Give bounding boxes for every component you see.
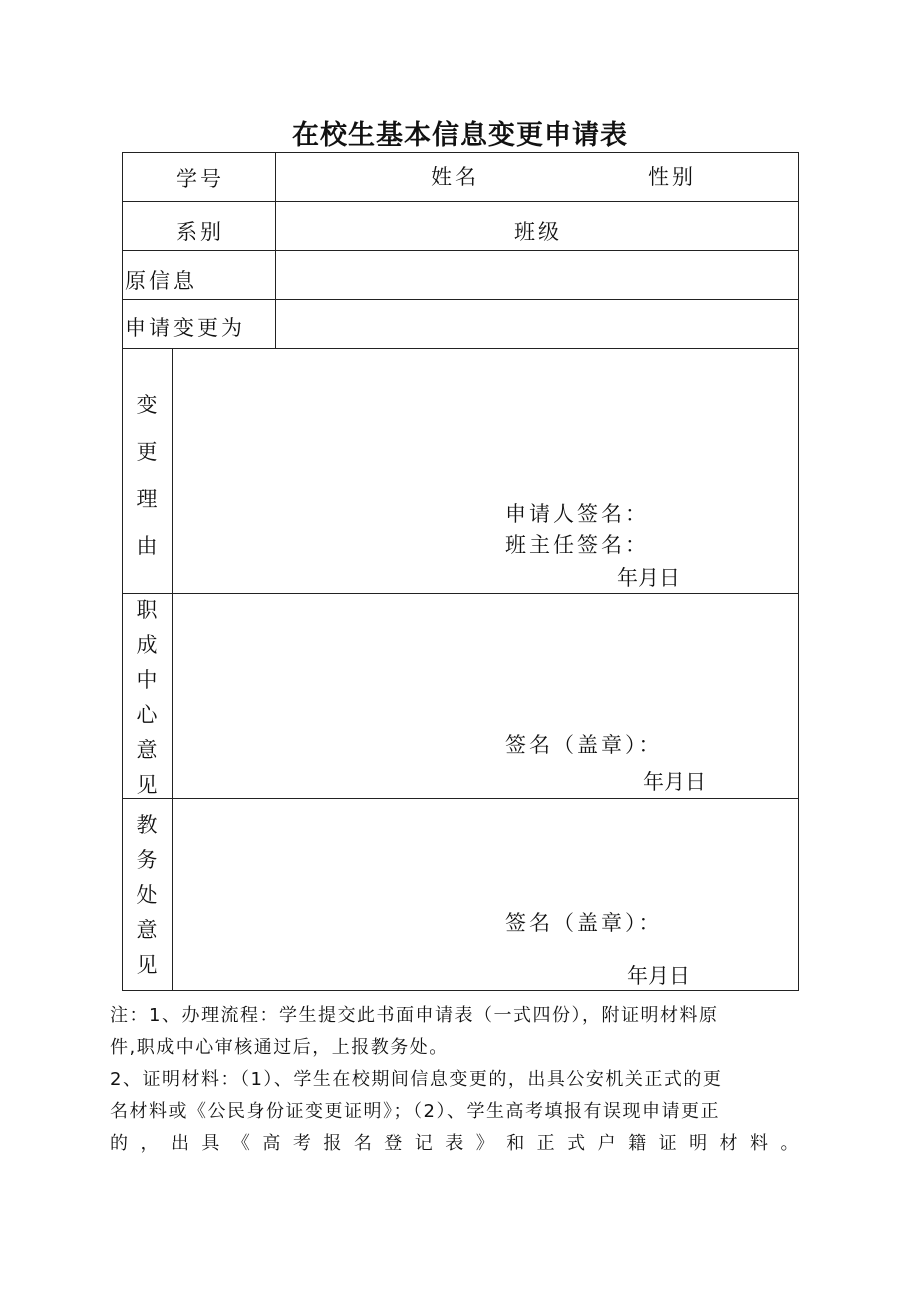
vocational-label-char: 心	[136, 703, 158, 727]
reason-date-label: 年月日	[617, 566, 680, 590]
change-to-label: 申请变更为	[125, 316, 245, 340]
original-info-label: 原信息	[125, 269, 197, 293]
reason-label-char: 理	[136, 487, 158, 511]
row-divider	[122, 201, 799, 202]
class-label: 班级	[514, 220, 562, 244]
column-divider	[275, 152, 276, 348]
row-divider	[122, 593, 799, 594]
note-line: 名材料或《公民身份证变更证明》；（2）、学生高考填报有误现申请更正	[110, 1101, 720, 1122]
academic-label-char: 务	[136, 848, 158, 872]
name-label: 姓名	[431, 165, 479, 189]
reason-label-char: 由	[136, 534, 158, 558]
note-line: 2、证明材料：（1）、学生在校期间信息变更的，出具公安机关正式的更	[110, 1069, 723, 1090]
note-line: 的，出具《高考报名登记表》和正式户籍证明材料。	[110, 1133, 800, 1154]
vocational-date-label: 年月日	[643, 770, 706, 794]
student-id-label: 学号	[176, 167, 224, 191]
academic-affairs-vertical-label	[135, 815, 159, 976]
academic-label-char: 意	[136, 918, 158, 942]
vocational-signature-label: 签名（盖章）：	[505, 733, 663, 757]
note-line: 件,职成中心审核通过后，上报教务处。	[110, 1037, 449, 1058]
vocational-label-char: 职	[136, 598, 158, 622]
academic-label-char: 教	[136, 813, 158, 837]
department-label: 系别	[176, 220, 224, 244]
vocational-label-char: 意	[136, 738, 158, 762]
row-divider	[122, 299, 799, 300]
notes-section	[110, 1000, 800, 1160]
vocational-center-vertical-label	[135, 600, 159, 796]
row-divider	[122, 798, 799, 799]
column-divider	[172, 348, 173, 991]
academic-signature-label: 签名（盖章）：	[505, 911, 663, 935]
change-to-field[interactable]	[277, 301, 797, 347]
academic-label-char: 处	[136, 883, 158, 907]
vocational-label-char: 成	[136, 633, 158, 657]
applicant-signature-label: 申请人签名：	[505, 502, 649, 526]
academic-label-char: 见	[136, 953, 158, 977]
row-divider	[122, 250, 799, 251]
reason-label-char: 变	[136, 393, 158, 417]
academic-date-label: 年月日	[627, 964, 690, 988]
reason-label-char: 更	[136, 440, 158, 464]
note-line: 注：1、办理流程：学生提交此书面申请表（一式四份），附证明材料原	[110, 1005, 719, 1026]
head-teacher-signature-label: 班主任签名：	[505, 533, 649, 557]
vocational-label-char: 见	[136, 773, 158, 797]
row-divider	[122, 348, 799, 349]
gender-label: 性别	[648, 165, 696, 189]
vocational-label-char: 中	[136, 668, 158, 692]
form-title: 在校生基本信息变更申请表	[292, 120, 628, 151]
reason-vertical-label	[135, 395, 159, 557]
original-info-field[interactable]	[277, 252, 797, 298]
